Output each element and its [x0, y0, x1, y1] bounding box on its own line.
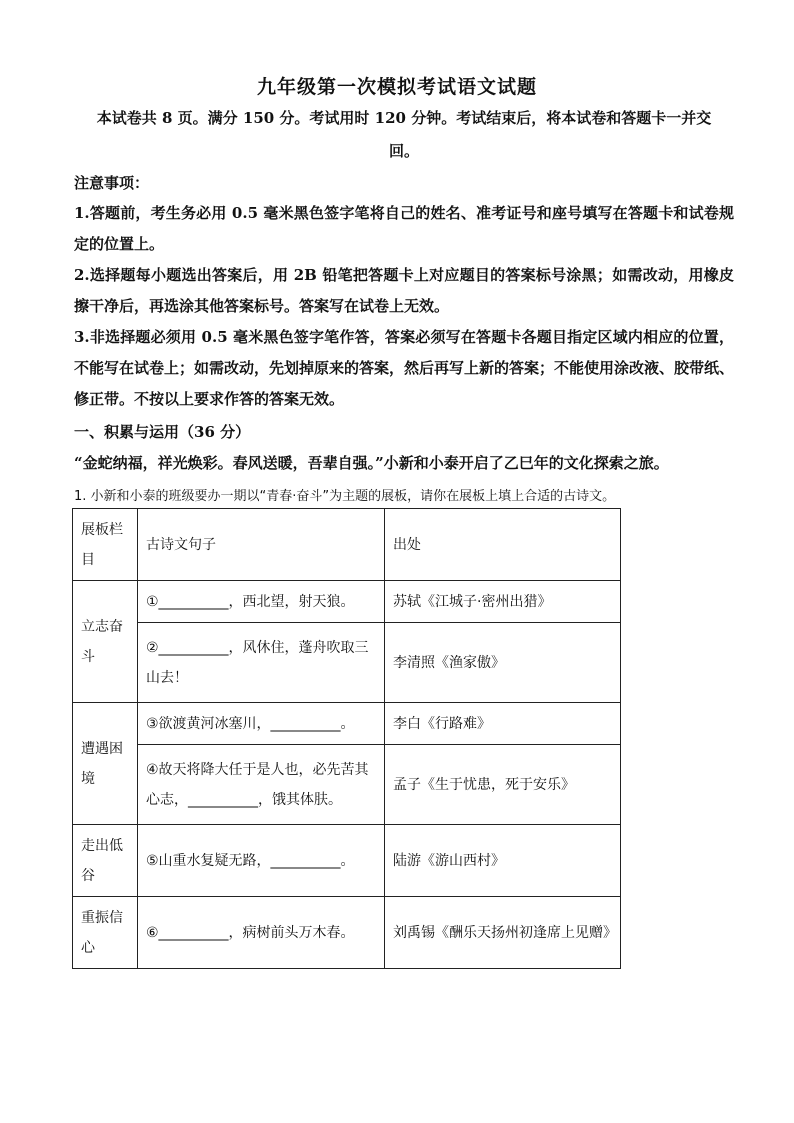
- source-cell: 孟子《生于忧患，死于安乐》: [385, 745, 621, 825]
- table-row: [73, 745, 621, 825]
- intro-line-1: 本试卷共 8 页。满分 150 分。考试用时 120 分钟。考试结束后，将本试卷和答题卡一并交: [96, 109, 712, 127]
- source-cell: 李清照《渔家傲》: [385, 623, 621, 703]
- sentence-cell: ⑥__________，病树前头万木春。: [138, 897, 385, 969]
- column-cell: 遭遇困境: [73, 703, 138, 825]
- table-row: [73, 623, 621, 703]
- source-cell: 刘禹锡《酬乐天扬州初逢席上见赠》: [385, 897, 621, 969]
- note-3: 3.非选择题必须用 0.5 毫米黑色签字笔作答，答案必须写在答题卡各题目指定区域内相应的位置，不能写在试卷上；如需改动，先划掉原来的答案，然后再写上新的答案；不能使用涂改液、胶带纸、修正带。不按以上要求作答的答案无效。: [74, 328, 735, 408]
- column-cell: 立志奋斗: [73, 581, 138, 703]
- table-row: [73, 703, 621, 745]
- table-header-cell: 古诗文句子: [138, 509, 385, 581]
- notes-heading: 注意事项：: [74, 174, 150, 192]
- table-header-cell: 展板栏目: [73, 509, 138, 581]
- source-cell: 苏轼《江城子·密州出猎》: [385, 581, 621, 623]
- table-row: [73, 581, 621, 623]
- table-row: [73, 897, 621, 969]
- note-2: 2.选择题每小题选出答案后，用 2B 铅笔把答题卡上对应题目的答案标号涂黑；如需改动，用橡皮擦干净后，再选涂其他答案标号。答案写在试卷上无效。: [74, 266, 734, 315]
- sentence-cell: ①__________，西北望，射天狼。: [138, 581, 385, 623]
- table-header-row: [73, 509, 621, 581]
- sentence-cell: ③欲渡黄河冰塞川，__________。: [138, 703, 385, 745]
- sentence-cell: ④故天将降大任于是人也，必先苦其心志，__________，饿其体肤。: [138, 745, 385, 825]
- table-row: [73, 825, 621, 897]
- intro-line-2: 回。: [388, 142, 419, 160]
- section-heading: 一、积累与运用（36 分）: [74, 423, 251, 441]
- sentence-cell: ⑤山重水复疑无路，__________。: [138, 825, 385, 897]
- source-cell: 李白《行路难》: [385, 703, 621, 745]
- poem-table: [72, 508, 621, 969]
- column-cell: 走出低谷: [73, 825, 138, 897]
- theme-line: “金蛇纳福，祥光焕彩。春风送暖，吾辈自强。”小新和小泰开启了乙巳年的文化探索之旅。: [74, 454, 669, 472]
- page-title: 九年级第一次模拟考试语文试题: [256, 76, 537, 98]
- question-1-prompt: 1. 小新和小泰的班级要办一期以“青春·奋斗”为主题的展板，请你在展板上填上合适的古诗文。: [74, 489, 616, 504]
- note-1: 1.答题前，考生务必用 0.5 毫米黑色签字笔将自己的姓名、准考证号和座号填写在答题卡和试卷规定的位置上。: [74, 204, 734, 253]
- column-cell: 重振信心: [73, 897, 138, 969]
- table-header-cell: 出处: [385, 509, 621, 581]
- source-cell: 陆游《游山西村》: [385, 825, 621, 897]
- sentence-cell: ②__________，风休住，蓬舟吹取三山去！: [138, 623, 385, 703]
